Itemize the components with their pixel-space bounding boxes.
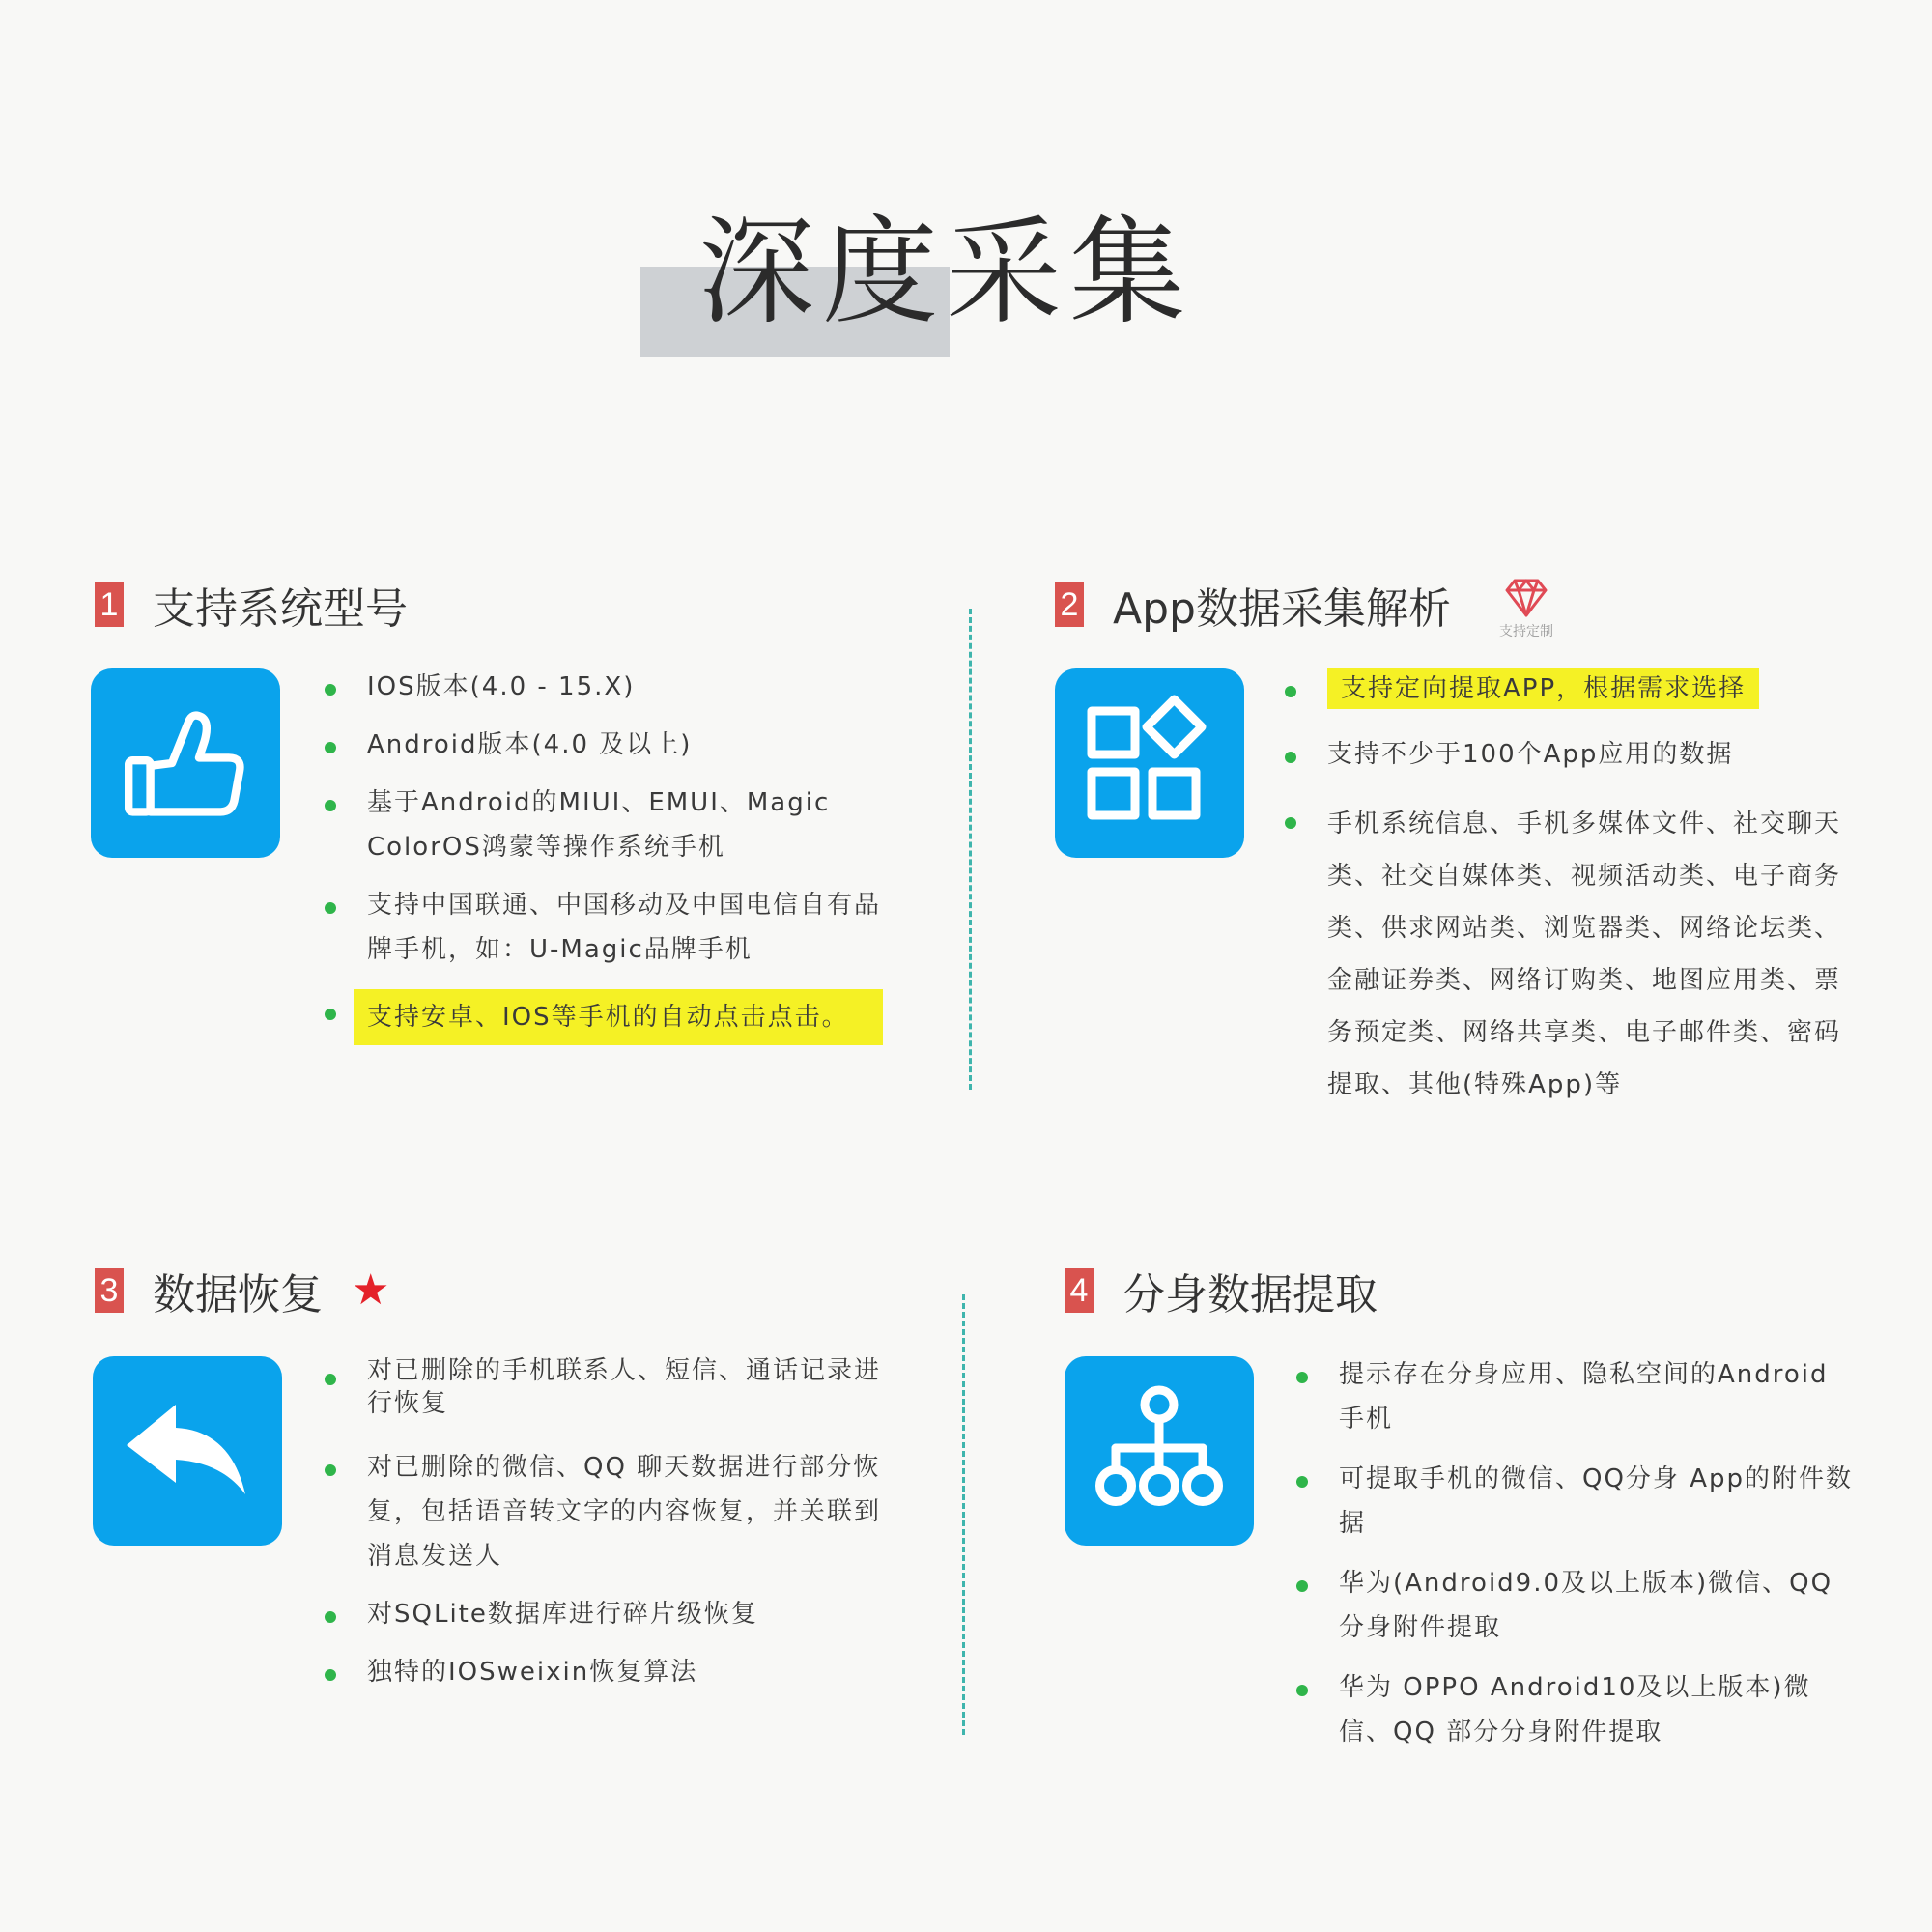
feature-list [1281,667,1841,1111]
list-item: 独特的IOSweixin恢复算法 [321,1650,891,1694]
list-item: 华为 OPPO Android10及以上版本)微信、QQ 部分分身附件提取 [1293,1665,1853,1754]
diamond-icon [1499,577,1553,619]
list-item: 对SQLite数据库进行碎片级恢复 [321,1592,891,1636]
badge-label: 支持定制 [1498,624,1553,639]
list-item: 基于Android的MIUI、EMUI、Magic ColorOS鸿蒙等操作系统手机 [321,781,891,869]
list-item: 手机系统信息、手机多媒体文件、社交聊天类、社交自媒体类、视频活动类、电子商务类、供求网站类、浏览器类、网络论坛类、金融证券类、网络订购类、地图应用类、票务预定类、网络共享类、电子邮件类、密码提取、其他(特殊App)等 [1281,798,1841,1111]
list-item: 提示存在分身应用、隐私空间的Android手机 [1293,1352,1853,1441]
apps-grid-icon [1055,668,1244,858]
list-item: IOS版本(4.0 - 15.X) [321,665,891,709]
list-item: Android版本(4.0 及以上) [321,723,891,767]
section-number: 4 [1065,1268,1094,1313]
column-divider-bottom [962,1294,965,1735]
feature-list [321,1354,891,1694]
list-item-highlighted [1281,667,1841,711]
hierarchy-icon [1065,1356,1254,1546]
list-item: 支持不少于100个App应用的数据 [1281,732,1841,777]
custom-support-badge [1499,577,1553,640]
list-item: 支持中国联通、中国移动及中国电信自有品牌手机，如：U-Magic品牌手机 [321,883,891,972]
section-header [95,1262,389,1320]
thumbs-up-icon [91,668,280,858]
star-icon: ★ [352,1265,390,1315]
highlighted-text: 支持安卓、IOS等手机的自动点击点击。 [354,989,883,1045]
column-divider-top [969,609,972,1090]
list-item-highlighted [321,989,891,1045]
section-header [95,576,408,634]
section-header [1055,576,1553,639]
page-title: 深度采集 [698,206,1193,340]
feature-list [1293,1352,1853,1754]
reply-arrow-icon [93,1356,282,1546]
section-title: 数据恢复 [153,1270,323,1320]
list-item: 对已删除的手机联系人、短信、通话记录进行恢复 [321,1354,891,1420]
list-item: 对已删除的微信、QQ 聊天数据进行部分恢复，包括语音转文字的内容恢复，并关联到消息发送人 [321,1445,891,1578]
section-header [1065,1262,1378,1320]
section-title: 分身数据提取 [1122,1270,1378,1320]
feature-list [321,665,891,1045]
section-number: 3 [95,1268,124,1313]
section-title: 支持系统型号 [153,584,408,634]
list-item: 可提取手机的微信、QQ分身 App的附件数据 [1293,1457,1853,1546]
section-number: 2 [1055,582,1084,627]
section-number: 1 [95,582,124,627]
title-block [640,201,1193,355]
section-title: App数据采集解析 [1113,584,1451,634]
list-item: 华为(Android9.0及以上版本)微信、QQ分身附件提取 [1293,1561,1853,1650]
highlighted-text: 支持定向提取APP，根据需求选择 [1327,668,1759,709]
